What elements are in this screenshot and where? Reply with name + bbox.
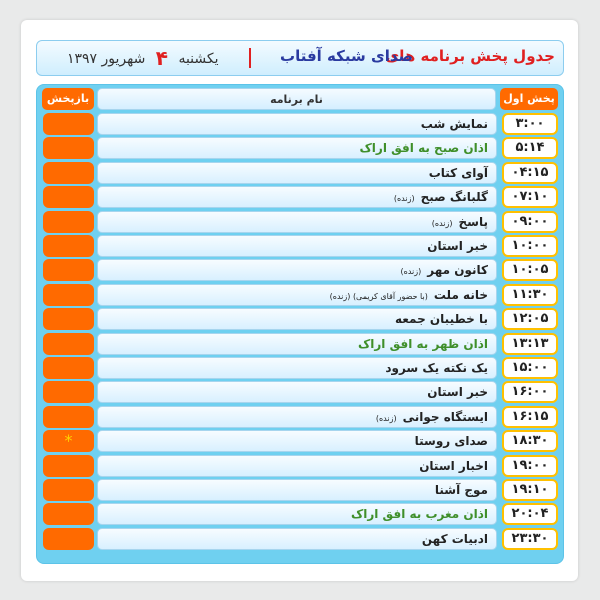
program-name: ایستگاه جوانی: [402, 409, 488, 424]
network-name: صدای شبکه آفتاب: [280, 47, 413, 65]
table-row: [0, 479, 600, 501]
rerun-cell: [43, 479, 94, 501]
program-name-cell: [97, 455, 497, 477]
first-airing-time: ۰۹:۰۰: [502, 211, 558, 233]
rerun-cell: [43, 186, 94, 208]
program-name: پاسخ: [458, 214, 488, 229]
first-airing-time: ۱۶:۱۵: [502, 406, 558, 428]
table-row: [0, 503, 600, 525]
table-row: [0, 308, 600, 330]
first-airing-time: ۱۶:۰۰: [502, 381, 558, 403]
program-name-cell: [97, 333, 497, 355]
table-row: [0, 259, 600, 281]
program-name: خبر استان: [427, 239, 488, 253]
program-name-cell: [97, 137, 497, 159]
rerun-cell: [43, 284, 94, 306]
program-name: یک نکته یک سرود: [385, 361, 488, 375]
program-name: موج آشنا: [434, 483, 488, 497]
column-header-first-airing: پخش اول: [500, 88, 558, 110]
program-name: اذان صبح به افق اراک: [359, 141, 488, 156]
table-row: [0, 381, 600, 403]
first-airing-time: ۲۰:۰۴: [502, 503, 558, 525]
program-name-cell: [97, 235, 497, 257]
rerun-cell: [43, 308, 94, 330]
rerun-cell: [43, 137, 94, 159]
table-row: [0, 528, 600, 550]
schedule-date: [67, 46, 219, 70]
program-name-cell: [97, 357, 497, 379]
rerun-cell: [43, 259, 94, 281]
program-name-cell: [97, 308, 497, 330]
program-name: اخبار استان: [419, 458, 488, 473]
program-name: اذان ظهر به افق اراک: [357, 336, 488, 351]
program-name-cell: [97, 381, 497, 403]
table-row: [0, 284, 600, 306]
first-airing-time: ۱۲:۰۵: [502, 308, 558, 330]
first-airing-time: ۰۷:۱۰: [502, 186, 558, 208]
program-name-cell: [97, 211, 497, 233]
program-name-cell: [97, 528, 497, 550]
program-note: (زنده): [431, 218, 453, 228]
first-airing-time: ۱۰:۰۵: [502, 259, 558, 281]
table-row: [0, 235, 600, 257]
first-airing-time: ۱۳:۱۳: [502, 333, 558, 355]
month-year: شهریور ۱۳۹۷: [67, 51, 146, 67]
program-name-cell: [97, 430, 497, 452]
program-name: کانون مهر: [427, 263, 488, 278]
first-airing-time: ۱۹:۰۰: [502, 455, 558, 477]
rerun-cell: [43, 455, 94, 477]
weekday: یکشنبه: [178, 51, 219, 67]
program-name-cell: [97, 186, 497, 208]
first-airing-time: ۱۰:۰۰: [502, 235, 558, 257]
first-airing-time: ۱۱:۳۰: [502, 284, 558, 306]
header-divider: [249, 48, 251, 68]
column-header-program-name: نام برنامه: [97, 88, 496, 110]
table-row: [0, 186, 600, 208]
rerun-cell: [43, 211, 94, 233]
table-row: [0, 162, 600, 184]
first-airing-time: ۱۵:۰۰: [502, 357, 558, 379]
program-name: خانه ملت: [433, 287, 488, 302]
program-name: خبر استان: [427, 385, 488, 400]
table-row: [0, 357, 600, 379]
program-note: (زنده): [375, 413, 397, 423]
program-name: صدای روستا: [414, 434, 488, 449]
table-row: [0, 430, 600, 452]
first-airing-time: ۰۴:۱۵: [502, 162, 558, 184]
first-airing-time: ۱۸:۳۰: [502, 430, 558, 452]
program-name: ادبیات کهن: [421, 531, 488, 546]
program-note: (زنده): [400, 267, 422, 277]
rerun-cell: [43, 333, 94, 355]
table-row: [0, 333, 600, 355]
program-name: گلبانگ صبح: [420, 190, 488, 205]
rerun-cell: *: [43, 430, 94, 452]
program-name: اذان مغرب به افق اراک: [350, 507, 488, 522]
program-name-cell: [97, 406, 497, 428]
program-name-cell: [97, 479, 497, 501]
first-airing-time: ۳:۰۰: [502, 113, 558, 135]
program-name-cell: [97, 284, 497, 306]
first-airing-time: ۱۹:۱۰: [502, 479, 558, 501]
program-name-cell: [97, 259, 497, 281]
program-name: آوای کتاب: [428, 165, 488, 180]
program-note: (با حضور آقای کریمی) (زنده): [329, 291, 428, 301]
schedule-title: جدول پخش برنامه های: [385, 47, 555, 65]
column-header-rerun: بازپخش: [42, 88, 94, 110]
rerun-cell: [43, 528, 94, 550]
rerun-cell: [43, 503, 94, 525]
table-row: [0, 455, 600, 477]
rerun-cell: [43, 381, 94, 403]
rerun-cell: [43, 162, 94, 184]
rerun-cell: [43, 113, 94, 135]
table-row: [0, 137, 600, 159]
first-airing-time: ۵:۱۴: [502, 137, 558, 159]
rerun-cell: [43, 235, 94, 257]
program-name-cell: [97, 503, 497, 525]
program-name-cell: [97, 113, 497, 135]
program-name-cell: [97, 162, 497, 184]
program-name: نمایش شب: [420, 117, 488, 131]
rerun-cell: [43, 357, 94, 379]
program-note: (زنده): [393, 194, 415, 204]
schedule-header: [36, 40, 564, 76]
rerun-cell: [43, 406, 94, 428]
day-number: ۴: [155, 46, 168, 70]
table-row: [0, 406, 600, 428]
table-row: [0, 211, 600, 233]
program-name: با خطیبان جمعه: [395, 312, 488, 327]
table-row: [0, 113, 600, 135]
first-airing-time: ۲۳:۳۰: [502, 528, 558, 550]
